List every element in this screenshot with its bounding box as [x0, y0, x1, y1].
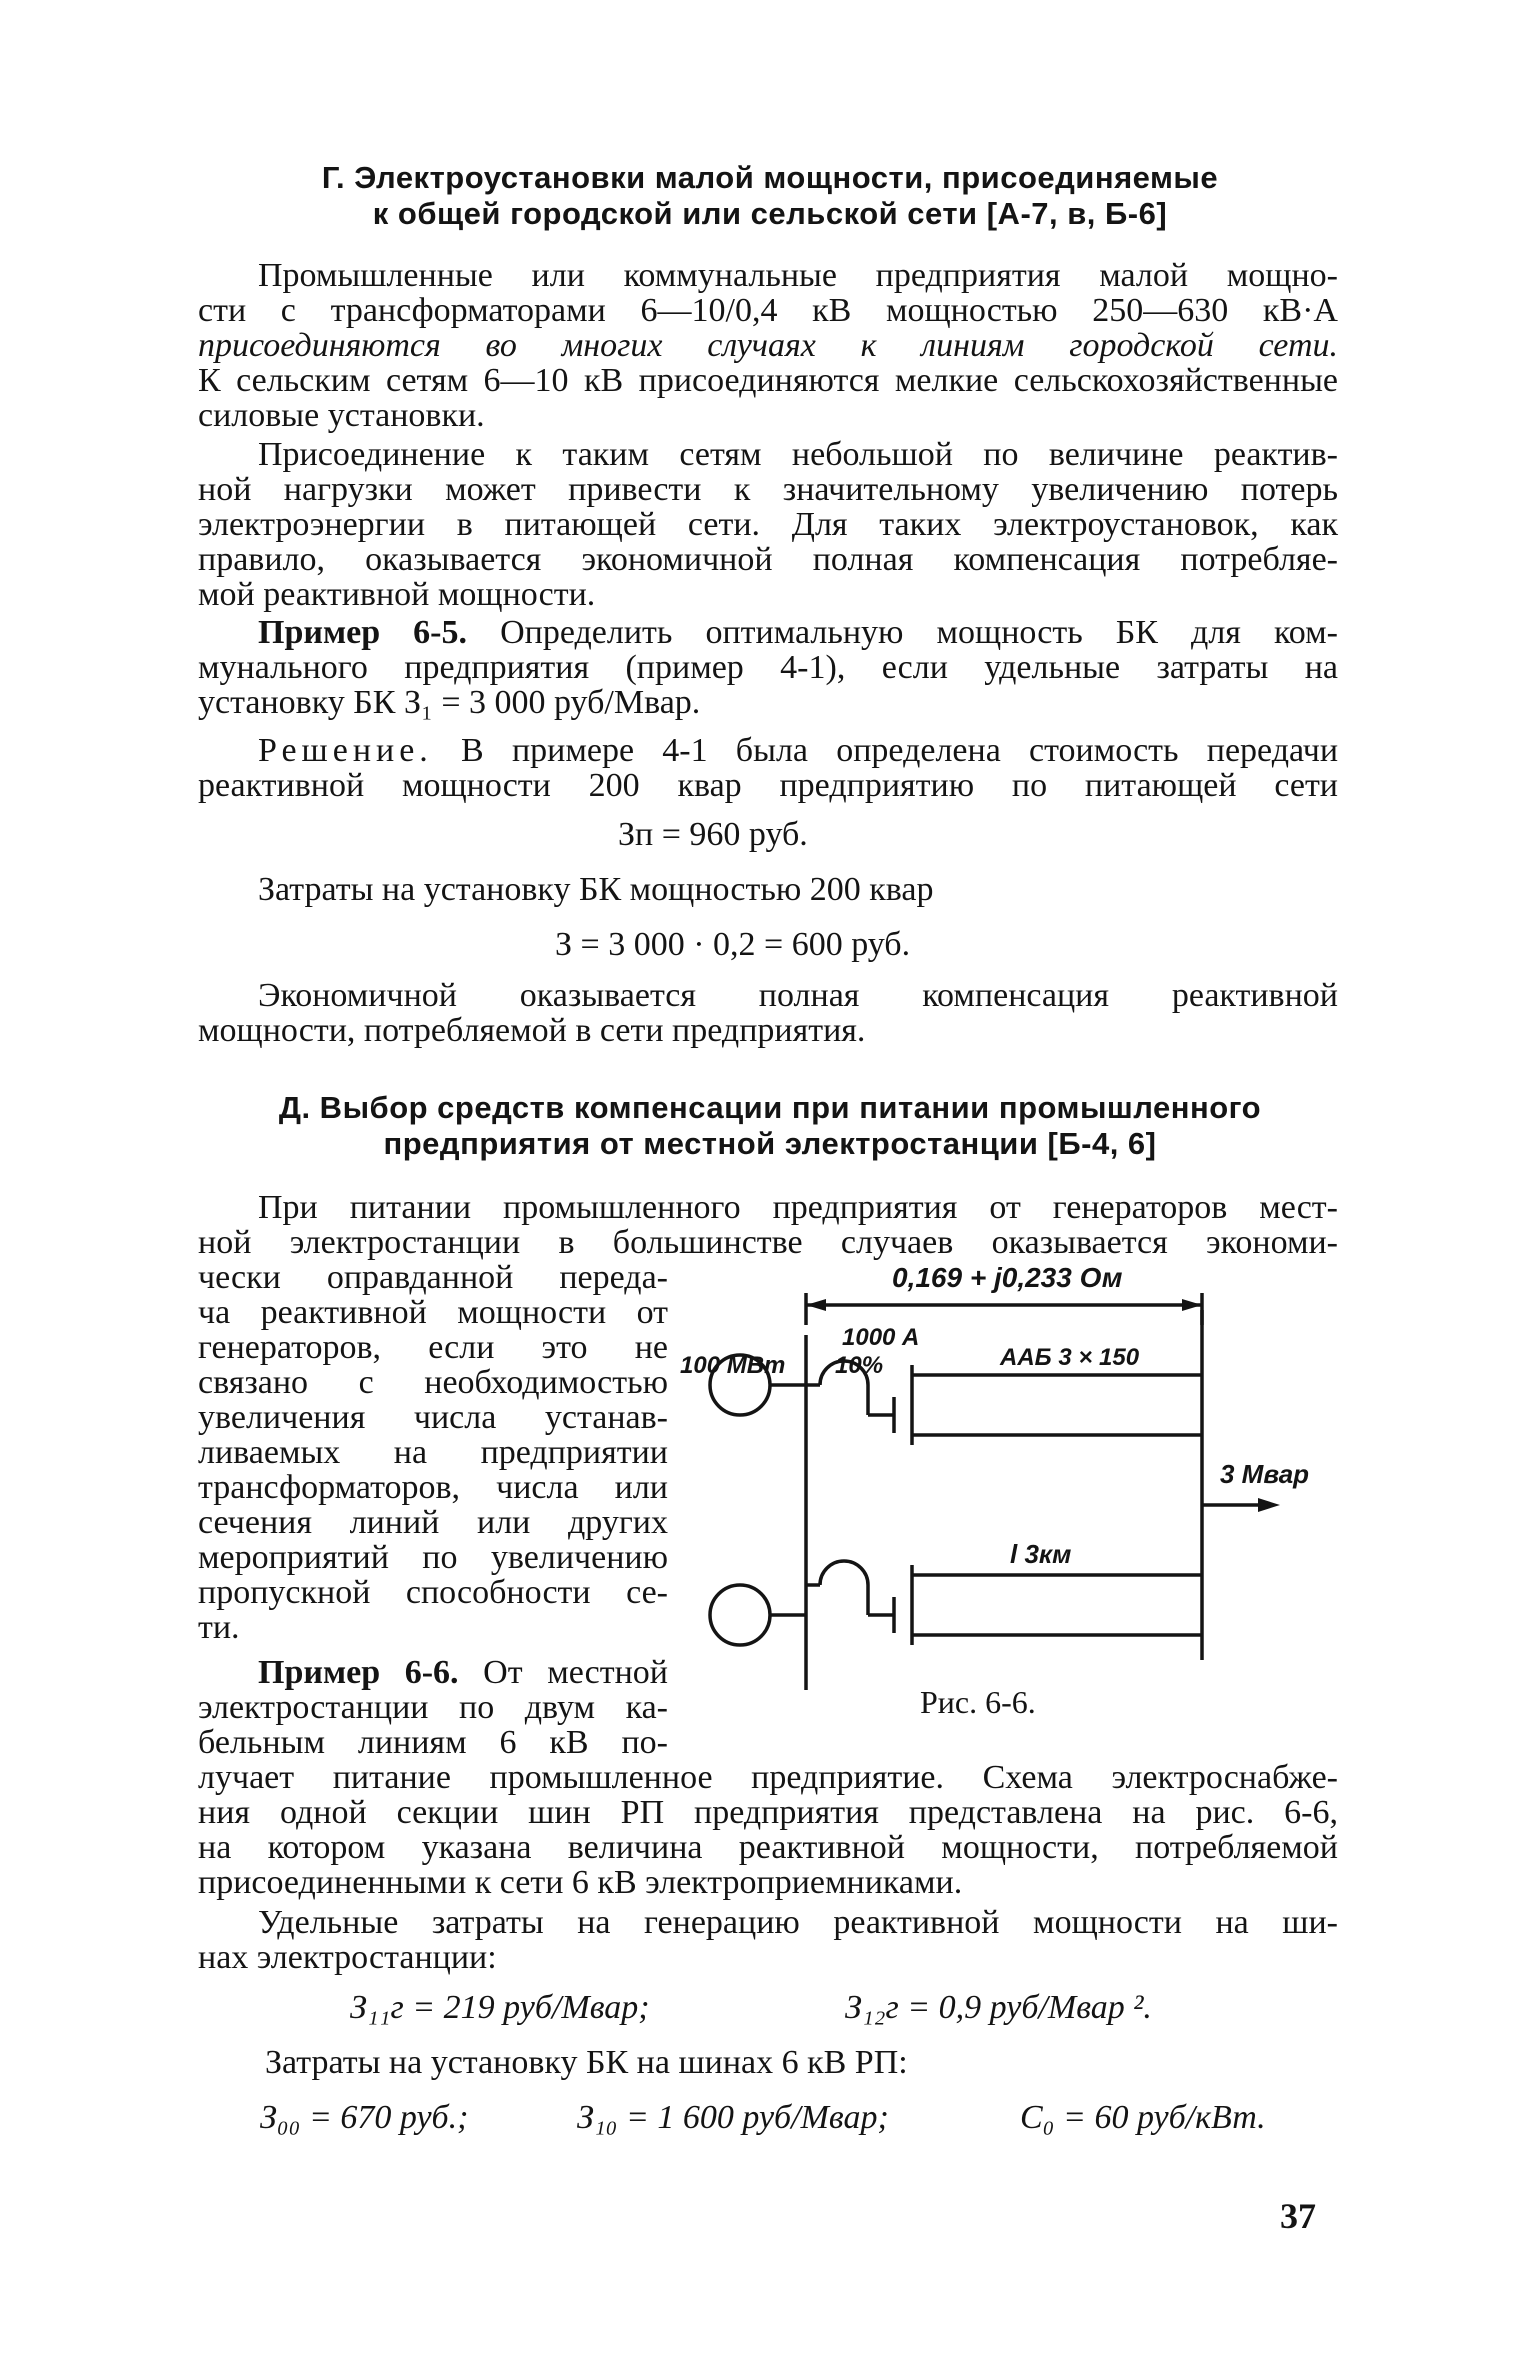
section-d-heading: Д. Выбор средств компенсации при питании промышленного предприятия от местной электростанции [Б-4, 6] [278, 1090, 1262, 1161]
figure-6-6 [680, 1265, 1340, 1725]
formula-zp: Зп = 960 руб. [618, 816, 808, 853]
impedance-label: 0,169 + j0,233 Ом [892, 1265, 1123, 1293]
formula-z11g: З₁₁г = 219 руб/Мвар; [350, 1989, 650, 2026]
example-6-6-body: лучает питание промышленное предприятие. Схема электроснабже- ния одной секции шин РП предприятия представлена на рис. 6-6, на котором указана величина реактивной мощности, потребляемой присоединенными к сети 6 кВ электроприемниками. [198, 1759, 1338, 1901]
bk-costs-line: Затраты на установку БК на шинах 6 кВ РП: [265, 2044, 908, 2081]
example-6-5-label: Пример 6-5. [258, 614, 467, 651]
solution-6-5: Решение. В примере 4-1 была определена стоимость передачи реактивной мощности 200 квар предприятию по питающей сети [198, 732, 1339, 804]
example-6-6-label: Пример 6-6. [258, 1654, 459, 1691]
example-6-6-wrap: Пример 6-6. От местной электростанции по двум ка- бельным линиям 6 кВ по- [198, 1654, 668, 1761]
length-label: l 3км [1010, 1539, 1072, 1569]
section-g-para1: Промышленные или коммунальные предприятия малой мощно- сти с трансформаторами 6—10/0,4 кВ мощностью 250—630 кВ·А присоединяются во многих случаях к линиям городской сети. К сельским сетям 6—10 кВ присоединяются мелкие сельскохозяйственные силовые установки. [198, 257, 1338, 434]
generator-2-icon [710, 1585, 770, 1645]
figure-caption: Рис. 6-6. [920, 1684, 1036, 1720]
formula-z: З = 3 000 · 0,2 = 600 руб. [555, 926, 911, 963]
specific-costs: Удельные затраты на генерацию реактивной мощности на ши- нах электростанции: [198, 1904, 1338, 1976]
formula-z12g: З₁₂г = 0,9 руб/Мвар ². [845, 1989, 1152, 2026]
reactance-label: 10% [835, 1352, 884, 1379]
cable-label: ААБ 3 × 150 [1000, 1344, 1140, 1371]
formula-z00: З₀₀ = 670 руб.; [260, 2099, 469, 2136]
arrowhead-right-icon [1182, 1299, 1202, 1311]
load-label: 3 Мвар [1220, 1459, 1310, 1489]
example-6-5: Пример 6-5. Определить оптимальную мощность БК для ком- мунального предприятия (пример 4-1), если удельные затраты на установку БК З₁ = 3 000 руб/Мвар. [198, 614, 1338, 721]
reactor-2-icon [820, 1561, 868, 1585]
page-number: 37 [1280, 2196, 1316, 2236]
current-label: 1000 А [842, 1324, 920, 1351]
arrowhead-left-icon [806, 1299, 826, 1311]
section-g-heading: Г. Электроустановки малой мощности, присоединяемые к общей городской или сельской сети [А-7, в, Б-6] [321, 160, 1219, 231]
formula-c0: C₀ = 60 руб/кВт. [1020, 2099, 1266, 2136]
section-d-intro-wrap: чески оправданной переда- ча реактивной мощности от генераторов, если это не связано с необходимостью увеличения числа устанав- ливаемых на предприятии трансформаторов, числа или сечения линий или других мероприятий по увеличению пропускной способности се- ти. [198, 1259, 668, 1646]
section-g-para2: Присоединение к таким сетям небольшой по величине реактив- ной нагрузки может привести к значительному увеличению потерь электроэнергии в питающей сети. Для таких электроустановок, как правило, оказывается экономичной полная компенсация потребляе- мой реактивной мощности. [198, 436, 1338, 613]
conclusion-6-5: Экономичной оказывается полная компенсация реактивной мощности, потребляемой в сети предприятия. [198, 977, 1338, 1049]
formula-z10: З₁₀ = 1 600 руб/Мвар; [577, 2099, 889, 2136]
cost-line: Затраты на установку БК мощностью 200 квар [258, 871, 934, 908]
power-gen-label: 100 МВт [680, 1352, 786, 1379]
solution-label: Решение. [258, 732, 433, 769]
section-d-intro: При питании промышленного предприятия от генераторов мест- ной электростанции в большинстве случаев оказывается экономи- [198, 1189, 1338, 1261]
load-arrowhead-icon [1258, 1498, 1280, 1512]
